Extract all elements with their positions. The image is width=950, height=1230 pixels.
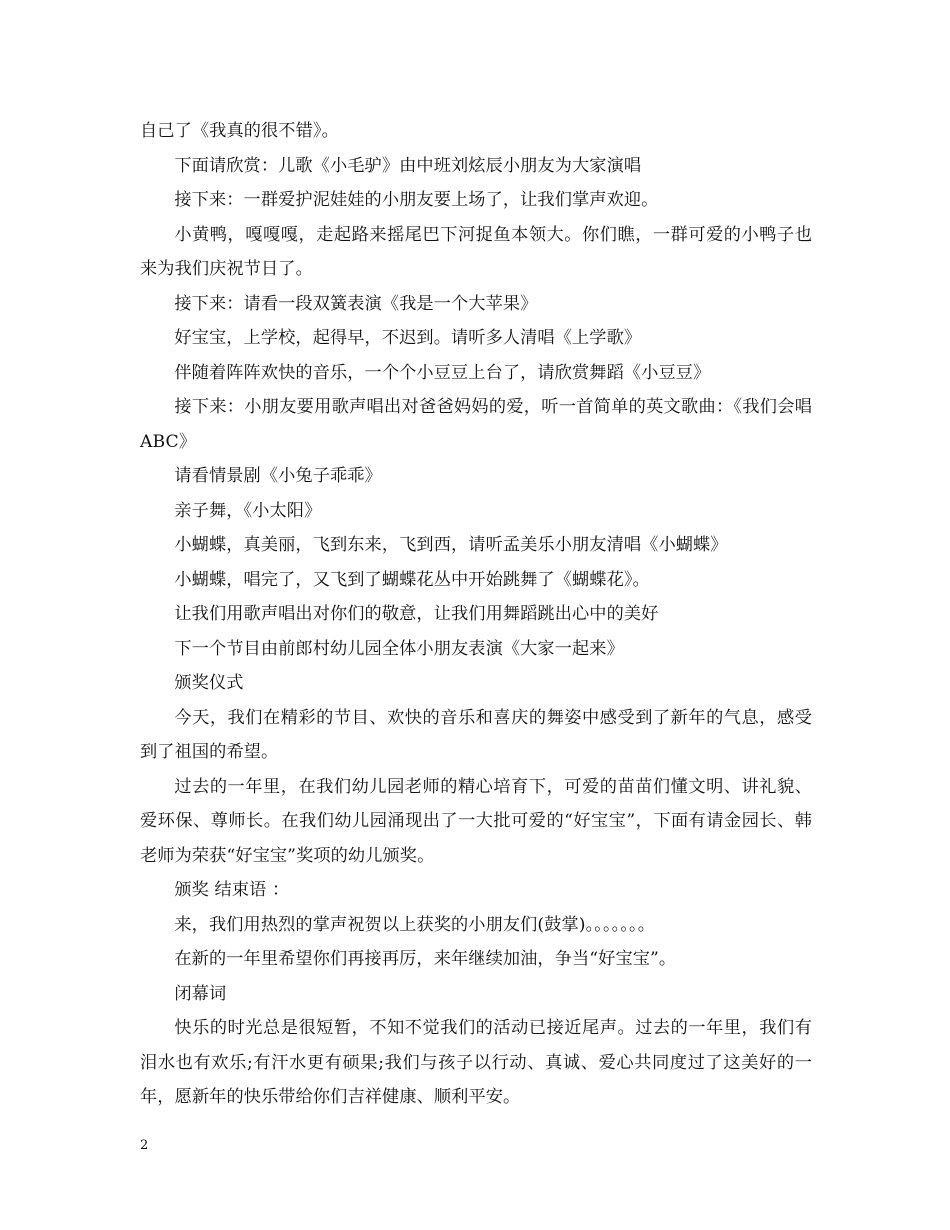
paragraph: 小蝴蝶，真美丽，飞到东来，飞到西，请听孟美乐小朋友清唱《小蝴蝶》 [174,535,728,555]
section-heading: 颁奖 结束语 ： [174,880,290,900]
paragraph: 请看情景剧《小兔子乖乖》 [174,466,382,486]
page-number: 2 [140,1138,149,1153]
paragraph: 接下来：小朋友要用歌声唱出对爸爸妈妈的爱，听一首简单的英文歌曲：《我们会唱ABC》 [140,397,812,452]
paragraph: 好宝宝，上学校，起得早，不迟到。请听多人清唱《上学歌》 [174,328,642,348]
paragraph: 让我们用歌声唱出对你们的敬意，让我们用舞蹈跳出心中的美好 [174,604,659,624]
paragraph: 自己了《我真的很不错》。 [140,121,339,141]
paragraph: 接下来：请看一段双簧表演《我是一个大苹果》 [174,293,538,314]
paragraph: 下一个节目由前郎村幼儿园全体小朋友表演《大家一起来》 [174,638,624,659]
paragraph: 来，我们用热烈的掌声祝贺以上获奖的小朋友们(鼓掌)。。。。。。。 [174,914,656,935]
paragraph: 小黄鸭，嘎嘎嘎，走起路来摇尾巴下河捉鱼本领大。你们瞧，一群可爱的小鸭子也来为我们庆祝节日了。 [140,224,812,279]
document-body [140,114,812,1115]
paragraph: 伴随着阵阵欢快的音乐，一个个小豆豆上台了，请欣赏舞蹈《小豆豆》 [174,362,711,383]
paragraph: 在新的一年里希望你们再接再厉，来年继续加油，争当“好宝宝”。 [174,949,677,969]
paragraph: 接下来：一群爱护泥娃娃的小朋友要上场了，让我们掌声欢迎。 [174,190,659,210]
paragraph: 快乐的时光总是很短暂，不知不觉我们的活动已接近尾声。过去的一年里，我们有泪水也有欢乐;有汗水更有硕果;我们与孩子以行动、真诚、爱心共同度过了这美好的一年，愿新年的快乐带给你们吉祥健康、顺利平安。 [140,1018,812,1107]
paragraph: 今天，我们在精彩的节目、欢快的音乐和喜庆的舞姿中感受到了新年的气息，感受到了祖国的希望。 [140,707,812,762]
paragraph: 小蝴蝶，唱完了，又飞到了蝴蝶花丛中开始跳舞了《蝴蝶花》。 [174,569,650,590]
section-heading: 闭幕词 [174,983,227,1004]
paragraph: 过去的一年里，在我们幼儿园老师的精心培育下，可爱的苗苗们懂文明、讲礼貌、爱环保、尊师长。在我们幼儿园涌现出了一大批可爱的“好宝宝”，下面有请金园长、韩老师为荣获“好宝宝”奖项的幼儿颁奖。 [140,776,812,866]
paragraph: 下面请欣赏：儿歌《小毛驴》由中班刘炫辰小朋友为大家演唱 [174,155,642,176]
section-heading: 颁奖仪式 [174,673,244,693]
paragraph: 亲子舞，《小太阳》 [174,500,322,521]
